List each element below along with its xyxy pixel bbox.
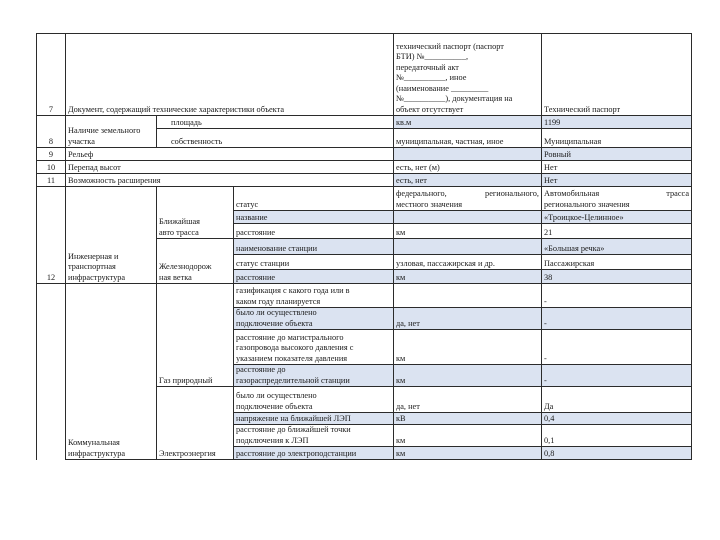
- power-voltage-value: 0,4: [542, 413, 692, 425]
- gas-connect-label: было ли осуществлено подключение объекта: [234, 308, 394, 330]
- power-label: Электроэнергия: [157, 387, 234, 460]
- rail-distance-unit: км: [394, 270, 542, 284]
- rail-distance-value: 38: [542, 270, 692, 284]
- rail-distance-label: расстояние: [234, 270, 394, 284]
- passport-table: [36, 33, 692, 460]
- row-9-value: Ровный: [542, 148, 692, 161]
- row-7-value: Технический паспорт: [542, 34, 692, 116]
- row-7-name: Документ, содержащий технические характеристики объекта: [66, 34, 394, 116]
- gas-station-unit: км: [394, 365, 542, 387]
- row-8-ownership-options: муниципальная, частная, иное: [394, 129, 542, 148]
- rail-station-name-options: [394, 239, 542, 255]
- power-line-unit: км: [394, 425, 542, 447]
- row-8-name: Наличие земельного участка: [66, 116, 157, 148]
- row-number-12-cont: [37, 284, 66, 460]
- road-status-value: Автомобильная трасса регионального значения: [542, 187, 692, 211]
- row-number-8: 8: [37, 116, 66, 148]
- communal-label: Коммунальная инфраструктура: [66, 284, 157, 460]
- gas-plan-value: -: [542, 284, 692, 308]
- power-substation-unit: км: [394, 447, 542, 460]
- row-8-ownership-label: собственность: [157, 129, 394, 148]
- gas-connect-options: да, нет: [394, 308, 542, 330]
- row-11-options: есть, нет: [394, 174, 542, 187]
- row-10-name: Перепад высот: [66, 161, 394, 174]
- road-distance-label: расстояние: [234, 224, 394, 239]
- row-8-area-unit: кв.м: [394, 116, 542, 129]
- rail-station-name-value: «Большая речка»: [542, 239, 692, 255]
- rail-station-name-label: наименование станции: [234, 239, 394, 255]
- row-11-name: Возможность расширения: [66, 174, 394, 187]
- road-status-label: статус: [234, 187, 394, 211]
- row-10-options: есть, нет (м): [394, 161, 542, 174]
- gas-connect-value: -: [542, 308, 692, 330]
- power-substation-value: 0,8: [542, 447, 692, 460]
- row-number-10: 10: [37, 161, 66, 174]
- road-name-label: название: [234, 211, 394, 224]
- row-7-options: технический паспорт (паспорт БТИ) №__________, передаточный акт №__________, иное (наименование _________ №__________), документация на объект отсутствует: [394, 34, 542, 116]
- row-8-area-label: площадь: [157, 116, 394, 129]
- gas-main-label: расстояние до магистрального газопровода высокого давления с указанием показателя давления: [234, 330, 394, 365]
- row-number-9: 9: [37, 148, 66, 161]
- gas-plan-label: газификация с какого года или в каком году планируется: [234, 284, 394, 308]
- row-number-7: 7: [37, 34, 66, 116]
- row-9-name: Рельеф: [66, 148, 394, 161]
- power-voltage-unit: кВ: [394, 413, 542, 425]
- power-line-label: расстояние до ближайшей точки подключения к ЛЭП: [234, 425, 394, 447]
- row-11-value: Нет: [542, 174, 692, 187]
- power-line-value: 0,1: [542, 425, 692, 447]
- row-8-ownership-value: Муниципальная: [542, 129, 692, 148]
- road-label: Ближайшая авто трасса: [157, 187, 234, 239]
- road-status-options: федерального, регионального, местного значения: [394, 187, 542, 211]
- road-name-value: «Троицкое-Целинное»: [542, 211, 692, 224]
- row-8-area-value: 1199: [542, 116, 692, 129]
- road-distance-value: 21: [542, 224, 692, 239]
- gas-label: Газ природный: [157, 284, 234, 387]
- row-number-11: 11: [37, 174, 66, 187]
- row-10-value: Нет: [542, 161, 692, 174]
- row-12-name: Инженерная и транспортная инфраструктура: [66, 187, 157, 284]
- road-name-options: [394, 211, 542, 224]
- power-connect-options: да, нет: [394, 387, 542, 413]
- gas-station-value: -: [542, 365, 692, 387]
- row-9-options: [394, 148, 542, 161]
- power-voltage-label: напряжение на ближайшей ЛЭП: [234, 413, 394, 425]
- power-connect-value: Да: [542, 387, 692, 413]
- rail-station-status-value: Пассажирская: [542, 255, 692, 270]
- power-connect-label: было ли осуществлено подключение объекта: [234, 387, 394, 413]
- rail-station-status-options: узловая, пассажирская и др.: [394, 255, 542, 270]
- gas-plan-options: [394, 284, 542, 308]
- gas-main-value: -: [542, 330, 692, 365]
- row-number-12: 12: [37, 187, 66, 284]
- power-substation-label: расстояние до электроподстанции: [234, 447, 394, 460]
- road-distance-unit: км: [394, 224, 542, 239]
- rail-station-status-label: статус станции: [234, 255, 394, 270]
- rail-label: Железнодорож ная ветка: [157, 239, 234, 284]
- gas-main-unit: км: [394, 330, 542, 365]
- gas-station-label: расстояние до газораспределительной станции: [234, 365, 394, 387]
